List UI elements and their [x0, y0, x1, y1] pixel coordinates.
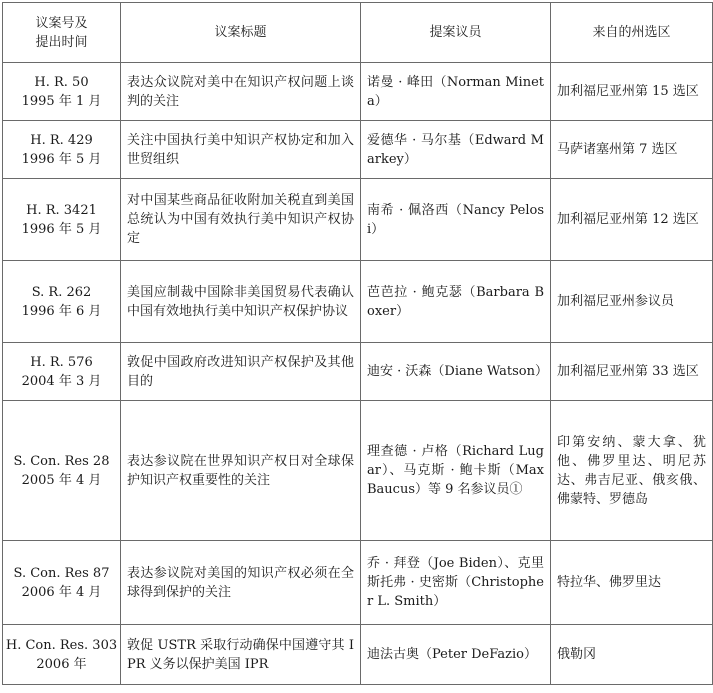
- state-cell: 加利福尼亚州第 12 选区: [551, 179, 713, 261]
- sponsor-cell: 芭芭拉 · 鲍克瑟（Barbara Boxer）: [361, 261, 551, 343]
- bill-cell: H. R. 429 1996 年 5 月: [3, 121, 121, 179]
- header-bill: 议案号及 提出时间: [3, 3, 121, 63]
- state-cell: 特拉华、佛罗里达: [551, 541, 713, 625]
- header-row: [3, 3, 713, 63]
- title-cell: 敦促中国政府改进知识产权保护及其他目的: [121, 343, 361, 401]
- sponsor-cell: 理查德 · 卢格（Richard Lugar）、马克斯 · 鲍卡斯（Max Baucus）等 9 名参议员①: [361, 401, 551, 541]
- bill-cell: S. R. 262 1996 年 6 月: [3, 261, 121, 343]
- bill-cell: S. Con. Res 28 2005 年 4 月: [3, 401, 121, 541]
- state-cell: 马萨诸塞州第 7 选区: [551, 121, 713, 179]
- table-row: [3, 401, 713, 541]
- table-row: [3, 179, 713, 261]
- sponsor-cell: 诺曼 · 峰田（Norman Mineta）: [361, 63, 551, 121]
- title-cell: 表达参议院在世界知识产权日对全球保护知识产权重要性的关注: [121, 401, 361, 541]
- table-row: [3, 261, 713, 343]
- table-row: [3, 121, 713, 179]
- title-cell: 美国应制裁中国除非美国贸易代表确认中国有效地执行美中知识产权保护协议: [121, 261, 361, 343]
- sponsor-cell: 南希 · 佩洛西（Nancy Pelosi）: [361, 179, 551, 261]
- bill-cell: S. Con. Res 87 2006 年 4 月: [3, 541, 121, 625]
- state-cell: 加利福尼亚州参议员: [551, 261, 713, 343]
- table-row: [3, 625, 713, 685]
- table-row: [3, 541, 713, 625]
- sponsor-cell: 迪安 · 沃森（Diane Watson）: [361, 343, 551, 401]
- header-state: 来自的州选区: [551, 3, 713, 63]
- bill-cell: H. R. 50 1995 年 1 月: [3, 63, 121, 121]
- state-cell: 加利福尼亚州第 15 选区: [551, 63, 713, 121]
- bills-table-container: [2, 2, 713, 685]
- title-cell: 敦促 USTR 采取行动确保中国遵守其 IPR 义务以保护美国 IPR: [121, 625, 361, 685]
- title-cell: 对中国某些商品征收附加关税直到美国总统认为中国有效执行美中知识产权协定: [121, 179, 361, 261]
- bill-cell: H. Con. Res. 303 2006 年: [3, 625, 121, 685]
- sponsor-cell: 迪法古奥（Peter DeFazio）: [361, 625, 551, 685]
- ip-bills-table: [2, 2, 713, 685]
- state-cell: 俄勒冈: [551, 625, 713, 685]
- header-title: 议案标题: [121, 3, 361, 63]
- sponsor-cell: 乔 · 拜登（Joe Biden）、克里斯托弗 · 史密斯（Christopher L. Smith）: [361, 541, 551, 625]
- bill-cell: H. R. 3421 1996 年 5 月: [3, 179, 121, 261]
- title-cell: 表达参议院对美国的知识产权必须在全球得到保护的关注: [121, 541, 361, 625]
- bill-cell: H. R. 576 2004 年 3 月: [3, 343, 121, 401]
- state-cell: 加利福尼亚州第 33 选区: [551, 343, 713, 401]
- header-sponsor: 提案议员: [361, 3, 551, 63]
- sponsor-cell: 爱德华 · 马尔基（Edward Markey）: [361, 121, 551, 179]
- table-row: [3, 343, 713, 401]
- state-cell: 印第安纳、蒙大拿、犹他、佛罗里达、明尼苏达、弗吉尼亚、俄亥俄、佛蒙特、罗德岛: [551, 401, 713, 541]
- table-row: [3, 63, 713, 121]
- title-cell: 关注中国执行美中知识产权协定和加入世贸组织: [121, 121, 361, 179]
- title-cell: 表达众议院对美中在知识产权问题上谈判的关注: [121, 63, 361, 121]
